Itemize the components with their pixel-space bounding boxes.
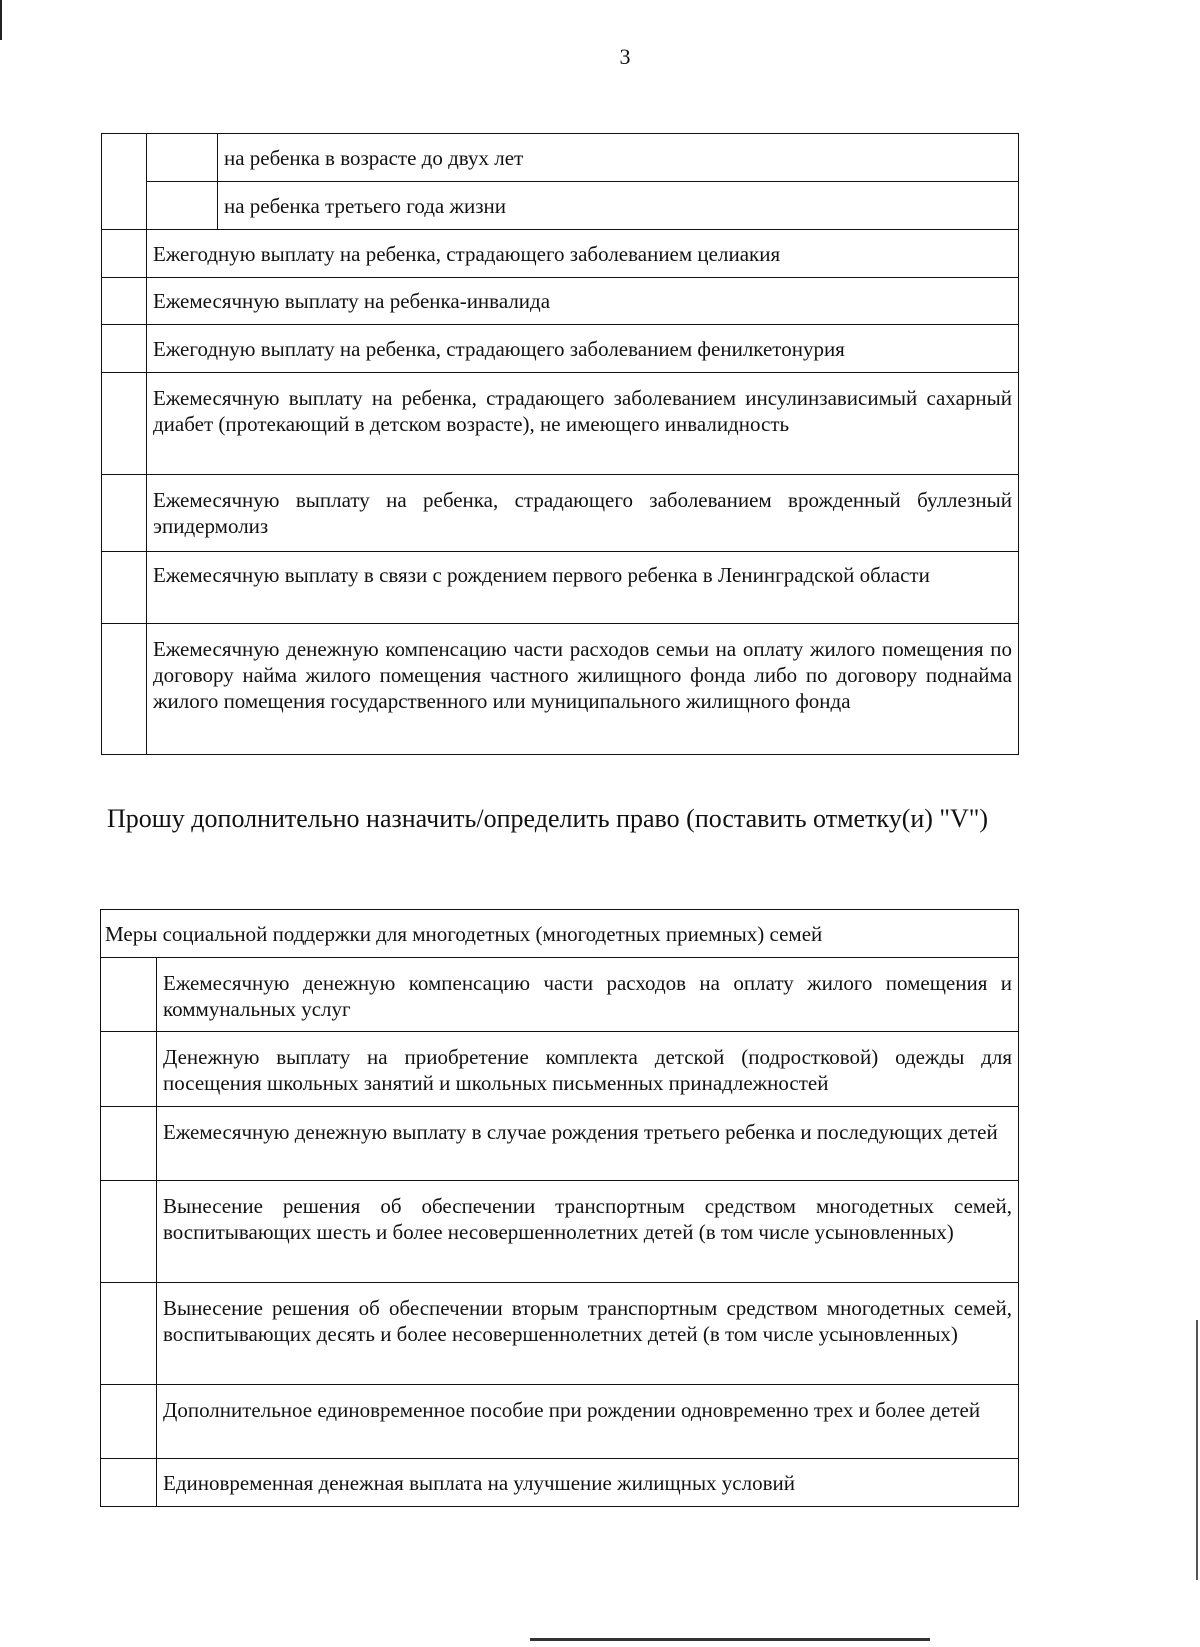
table-row [101,1283,1019,1385]
table-header-row [101,910,1019,958]
checkbox-cell[interactable] [102,134,147,230]
sub-row-label: на ребенка в возрасте до двух лет [218,134,1019,182]
scan-edge-left [0,0,2,40]
sub-row-label: на ребенка третьего года жизни [218,182,1019,230]
row-label: Ежегодную выплату на ребенка, страдающего заболеванием фенилкетонурия [147,325,1019,373]
checkbox-cell[interactable] [102,552,147,624]
table-row [102,552,1019,624]
table-row [102,325,1019,373]
table-row [102,624,1019,755]
table-row [101,1107,1019,1181]
row-label: Ежемесячную денежную выплату в случае рождения третьего ребенка и последующих детей [157,1107,1019,1181]
row-label: Ежемесячную денежную компенсацию части расходов на оплату жилого помещения и коммунальных услуг [157,958,1019,1032]
table-row [102,230,1019,278]
table-row [101,1181,1019,1283]
page-number: 3 [619,44,631,69]
table-row [102,182,1019,230]
checkbox-cell[interactable] [102,475,147,552]
scan-edge-right [1196,1320,1198,1580]
table-row [102,475,1019,552]
large-family-measures-table [100,909,1019,1507]
row-label: Ежемесячную денежную компенсацию части расходов семьи на оплату жилого помещения по договору найма жилого помещения частного жилищного фонда либо по договору поднайма жилого помещения государственного или муниципального жилищного фонда [147,624,1019,755]
row-label: Ежемесячную выплату на ребенка-инвалида [147,278,1019,325]
row-label: Вынесение решения об обеспечении вторым транспортным средством многодетных семей, воспитывающих десять и более несовершеннолетних детей (в том числе усыновленных) [157,1283,1019,1385]
table-row [102,134,1019,182]
row-label: Дополнительное единовременное пособие при рождении одновременно трех и более детей [157,1385,1019,1459]
row-label: Денежную выплату на приобретение комплекта детской (подростковой) одежды для посещения школьных занятий и школьных письменных принадлежностей [157,1032,1019,1107]
row-label: Единовременная денежная выплата на улучшение жилищных условий [157,1459,1019,1507]
checkbox-cell[interactable] [101,958,157,1032]
request-heading: Прошу дополнительно назначить/определить право (поставить отметку(и) "V") [107,804,989,833]
checkbox-cell[interactable] [102,230,147,278]
row-label: Ежемесячную выплату на ребенка, страдающего заболеванием врожденный буллезный эпидермолиз [147,475,1019,552]
checkbox-cell[interactable] [101,1385,157,1459]
table-row [101,1032,1019,1107]
checkbox-cell[interactable] [147,182,218,230]
checkbox-cell[interactable] [101,1107,157,1181]
checkbox-cell[interactable] [102,624,147,755]
table-header: Меры социальной поддержки для многодетных (многодетных приемных) семей [101,910,1019,958]
checkbox-cell[interactable] [102,325,147,373]
table-row [102,373,1019,475]
checkbox-cell[interactable] [147,134,218,182]
checkbox-cell[interactable] [101,1283,157,1385]
table-row [101,1385,1019,1459]
table-row [101,1459,1019,1507]
checkbox-cell[interactable] [101,1032,157,1107]
row-label: Ежегодную выплату на ребенка, страдающего заболеванием целиакия [147,230,1019,278]
row-label: Вынесение решения об обеспечении транспортным средством многодетных семей, воспитывающих шесть и более несовершеннолетних детей (в том числе усыновленных) [157,1181,1019,1283]
table-row [101,958,1019,1032]
checkbox-cell[interactable] [101,1459,157,1507]
checkbox-cell[interactable] [102,278,147,325]
row-label: Ежемесячную выплату в связи с рождением первого ребенка в Ленинградской области [147,552,1019,624]
checkbox-cell[interactable] [101,1181,157,1283]
table-row [102,278,1019,325]
row-label: Ежемесячную выплату на ребенка, страдающего заболеванием инсулинзависимый сахарный диабет (протекающий в детском возрасте), не имеющего инвалидность [147,373,1019,475]
benefits-table [101,133,1019,755]
checkbox-cell[interactable] [102,373,147,475]
scan-bottom-mark [530,1638,930,1641]
